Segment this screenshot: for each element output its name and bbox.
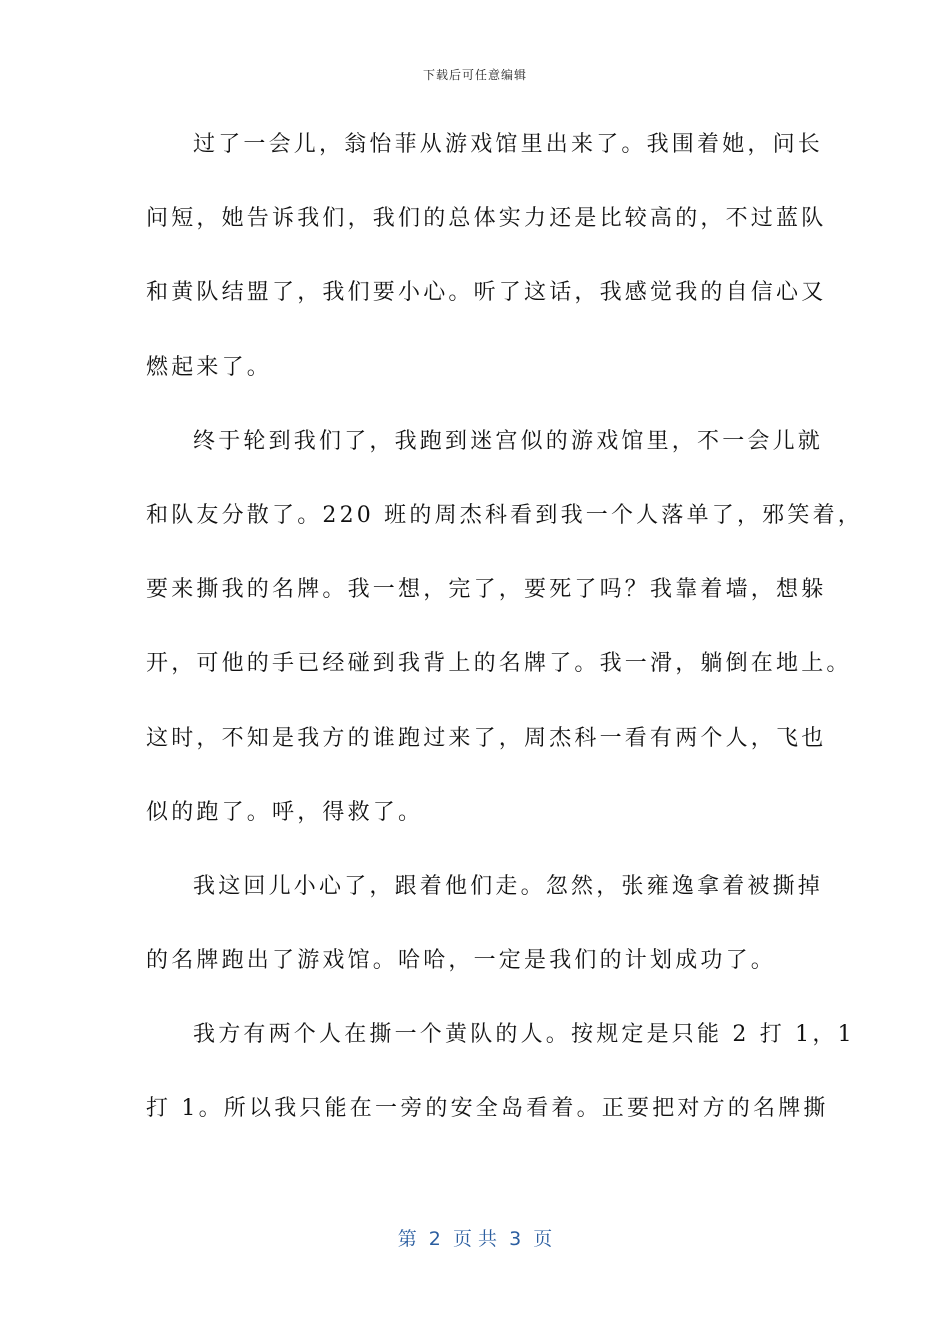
- paragraph-line: 和黄队结盟了，我们要小心。听了这话，我感觉我的自信心又: [146, 280, 827, 306]
- paragraph-line: 和队友分散了。220 班的周杰科看到我一个人落单了，邪笑着，: [146, 502, 863, 528]
- page-number-footer: 第 2 页 共 3 页: [397, 1228, 553, 1250]
- paragraph-line: 问短，她告诉我们，我们的总体实力还是比较高的，不过蓝队: [146, 206, 827, 232]
- paragraph-line: 燃起来了。: [146, 354, 273, 380]
- page-header: 下载后可任意编辑: [422, 68, 527, 82]
- paragraph-line: 开，可他的手已经碰到我背上的名牌了。我一滑，躺倒在地上。: [146, 651, 852, 677]
- paragraph-line: 终于轮到我们了，我跑到迷宫似的游戏馆里，不一会儿就: [193, 428, 824, 454]
- paragraph-line: 我这回儿小心了，跟着他们走。忽然，张雍逸拿着被撕掉: [193, 873, 824, 899]
- paragraph-line: 的名牌跑出了游戏馆。哈哈，一定是我们的计划成功了。: [146, 948, 777, 974]
- paragraph-line: 这时，不知是我方的谁跑过来了，周杰科一看有两个人，飞也: [146, 725, 827, 751]
- paragraph-line: 过了一会儿，翁怡菲从游戏馆里出来了。我围着她，问长: [193, 132, 824, 157]
- paragraph-line: 打 1。所以我只能在一旁的安全岛看着。正要把对方的名牌撕: [146, 1096, 829, 1122]
- paragraph-line: 我方有两个人在撕一个黄队的人。按规定是只能 2 打 1，1: [193, 1022, 855, 1048]
- paragraph-line: 似的跑了。呼，得救了。: [146, 799, 424, 825]
- paragraph-line: 要来撕我的名牌。我一想，完了，要死了吗？我靠着墙，想躲: [146, 577, 827, 603]
- document-body: [146, 118, 863, 1157]
